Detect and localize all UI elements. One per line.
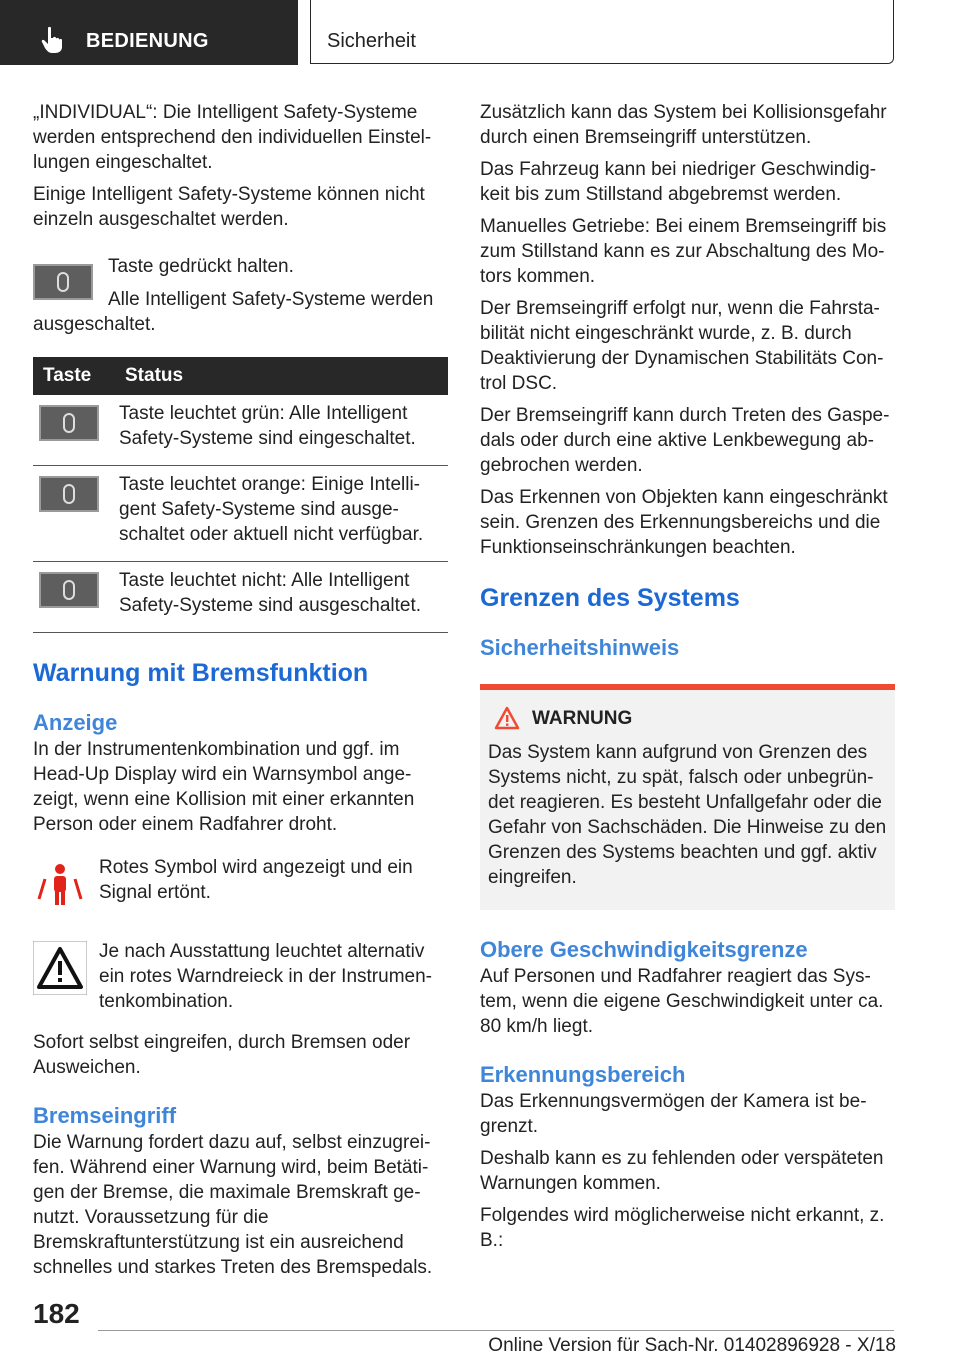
hand-pointer-icon [40,26,66,54]
instruction-text: Taste gedrückt halten. [108,256,294,277]
footer-divider [98,1330,894,1331]
table-cell: Taste leuchtet grün: Alle Intelligent Safety-Systeme sind eingeschaltet. [115,395,448,466]
status-table [33,357,448,633]
paragraph: Der Bremseingriff erfolgt nur, wenn die Fahrsta-bilität nicht eingeschränkt wurde, z. B. durch Deaktivierung der Dynamischen Stabilitäts Con-trol DSC. [480,298,884,394]
chapter-tab [310,0,894,64]
heading-warnung: Warnung mit Bremsfunktion [33,659,369,687]
paragraph: Das Fahrzeug kann bei niedriger Geschwindig-keit bis zum Stillstand abgebremst werden. [480,159,877,205]
table-row [33,466,448,562]
chapter-title: Sicherheit [327,30,416,52]
paragraph: Zusätzlich kann das System bei Kollisionsgefahr durch einen Bremseingriff unterstützen. [480,102,887,148]
heading-sicherheitshinweis: Sicherheitshinweis [480,635,680,660]
paragraph: Das Erkennen von Objekten kann eingeschränkt sein. Grenzen des Erkennungsbereichs und die Funktionseinschränkungen beachten. [480,487,888,558]
left-column [33,100,448,1280]
heading-obere-geschwindigkeitsgrenze: Obere Geschwindigkeitsgrenze [480,937,808,962]
symbol-text: Je nach Ausstattung leuchtet alternativ ein rotes Warndreieck in der Instrumen-tenkombination. [99,941,432,1012]
paragraph: Folgendes wird möglicherweise nicht erkannt, z. B.: [480,1205,885,1251]
table-cell: Taste leuchtet nicht: Alle Intelligent Safety-Systeme sind ausgeschaltet. [115,562,448,633]
paragraph: Einige Intelligent Safety-Systeme können nicht einzeln ausgeschaltet werden. [33,184,425,230]
paragraph: Die Warnung fordert dazu auf, selbst einzugrei-fen. Während einer Warnung wird, beim Betäti-gen der Bremse, die maximale Bremskraft ge-nutzt. Voraussetzung für die Bremskraftunterstützung ist ein ausreichend schnelles und starkes Treten des Bremspedals. [33,1132,433,1278]
symbol-text: Rotes Symbol wird angezeigt und ein Signal ertönt. [99,857,413,903]
symbol-row [33,939,448,1014]
right-column [480,100,895,1253]
table-header-taste: Taste [33,357,115,395]
heading-anzeige: Anzeige [33,710,118,735]
heading-erkennungsbereich: Erkennungsbereich [480,1062,686,1087]
paragraph: Sofort selbst eingreifen, durch Bremsen oder Ausweichen. [33,1032,411,1078]
paragraph: In der Instrumentenkombination und ggf. im Head-Up Display wird ein Warnsymbol ange-zeigt, wenn eine Kollision mit einer erkannten Person oder einem Radfahrer droht. [33,739,415,835]
paragraph: Deshalb kann es zu fehlenden oder verspäteten Warnungen kommen. [480,1148,884,1194]
safety-button-green-icon [39,405,99,441]
warning-triangle-icon [494,706,520,730]
table-row [33,395,448,466]
footer-online-version: Online Version für Sach-Nr. 01402896928 - X/18 [488,1335,896,1356]
pedestrian-warning-icon [33,857,87,911]
section-title: BEDIENUNG [86,30,209,52]
paragraph: „INDIVIDUAL“: Die Intelligent Safety-Systeme werden entsprechend den individuellen Einstel-lungen eingeschaltet. [33,102,432,173]
table-row [33,562,448,633]
safety-button-orange-icon [39,476,99,512]
warning-box [480,684,895,910]
section-tab [0,0,298,65]
paragraph: Manuelles Getriebe: Bei einem Bremseingriff bis zum Stillstand kann es zur Abschaltung des Mo-tors kommen. [480,216,887,287]
warning-triangle-icon [33,941,87,995]
heading-grenzen: Grenzen des Systems [480,584,740,612]
button-instruction [33,254,448,334]
page-number: 182 [33,1298,80,1329]
warning-title-text: WARNUNG [532,708,633,729]
warning-title [532,708,887,730]
safety-button-icon [33,264,93,300]
paragraph: Der Bremseingriff kann durch Treten des Gaspe-dals oder durch eine aktive Lenkbewegung ab-gebrochen werden. [480,405,890,476]
paragraph: Auf Personen und Radfahrer reagiert das Sys-tem, wenn die eigene Geschwindigkeit unter ca. 80 km/h liegt. [480,966,884,1037]
table-cell: Taste leuchtet orange: Einige Intelli-gent Safety-Systeme sind ausge-schaltet oder aktuell nicht verfügbar. [115,466,448,562]
warning-text: Das System kann aufgrund von Grenzen des Systems nicht, zu spät, falsch oder unbegrün-det reagieren. Es besteht Unfallgefahr oder die Gefahr von Sachschäden. Die Hinweise zu den Grenzen des Systems beachten und ggf. aktiv eingreifen. [488,742,887,888]
paragraph: Das Erkennungsvermögen der Kamera ist be-grenzt. [480,1091,867,1137]
instruction-result: Alle Intelligent Safety-Systeme werden ausgeschaltet. [33,289,434,335]
symbol-row [33,855,448,915]
heading-bremseingriff: Bremseingriff [33,1103,177,1128]
table-header-status: Status [115,357,448,395]
safety-button-off-icon [39,572,99,608]
